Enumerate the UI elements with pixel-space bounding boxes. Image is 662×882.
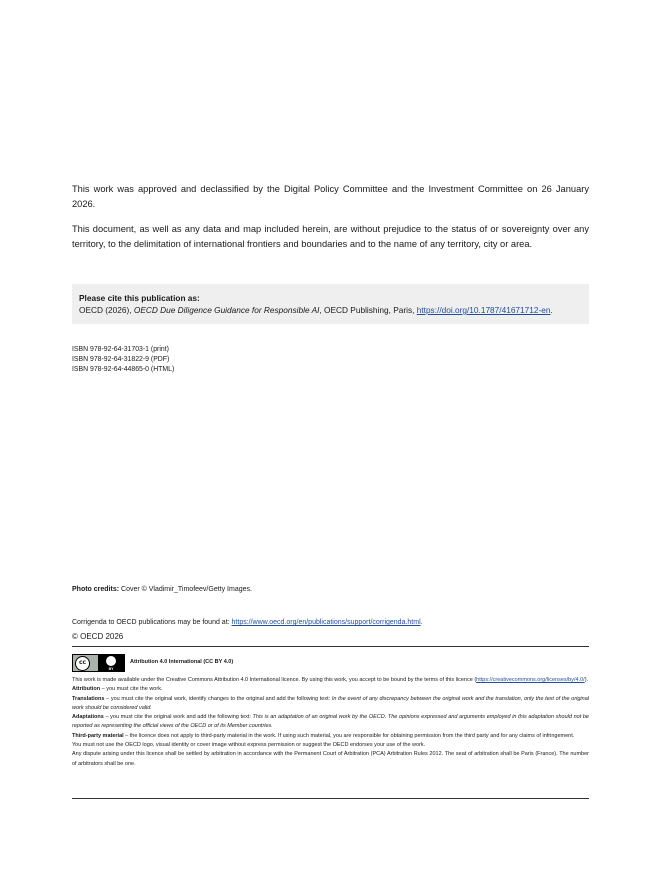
corrigenda-link[interactable]: https://www.oecd.org/en/publications/support/corrigenda.html (231, 619, 421, 626)
licence-title: Attribution 4.0 International (CC BY 4.0) (130, 659, 234, 666)
citation-doi-link[interactable]: https://doi.org/10.1787/41671712-en (416, 305, 551, 315)
corrigenda-note (72, 618, 423, 628)
isbn-html: ISBN 978-92-64-44865-0 (HTML) (72, 366, 175, 373)
isbn-pdf: ISBN 978-92-64-31822-9 (PDF) (72, 356, 170, 363)
person-icon (106, 656, 116, 666)
citation-publisher: , OECD Publishing, Paris, (319, 305, 417, 315)
licence-intro (72, 676, 589, 685)
isbn-print: ISBN 978-92-64-31703-1 (print) (72, 346, 169, 353)
attribution-text: – you must cite the work. (100, 686, 163, 693)
photo-credits (72, 585, 252, 595)
licence-bottom-rule (72, 798, 589, 799)
corrigenda-text: Corrigenda to OECD publications may be found at: (72, 619, 232, 626)
citation-box (72, 284, 589, 324)
licence-url-link[interactable]: https://creativecommons.org/licenses/by/4.0/ (476, 677, 585, 683)
citation-suffix: . (550, 305, 553, 315)
adaptations-italic: This is an adaptation of an original work by the OECD. The opinions expressed and arguments employed in this adaptation should not be reported as representing the official views of the OECD or of its Member countries. (72, 714, 589, 730)
licence-adaptations (72, 713, 589, 732)
adaptations-label: Adaptations (72, 714, 104, 721)
translations-text: – you must cite the original work, identify changes to the original and add the following text: (104, 695, 332, 702)
licence-intro-text: This work is made available under the Creative Commons Attribution 4.0 International licence. By using this work, you accept to be bound by the terms of this licence ( (72, 677, 477, 683)
cc-by-badge-icon (72, 654, 125, 672)
licence-logo-note: You must not use the OECD logo, visual identity or cover image without express permission or suggest the OECD endorses your use of the work. (72, 742, 426, 749)
adaptations-text: – you must cite the original work and add the following text: (103, 714, 253, 721)
licence-dispute-note: Any dispute arising under this licence shall be settled by arbitration in accordance with the Permanent Court of Arbitration (PCA) Arbitration Rules 2012. The seat of arbitration shall be Paris (France). The number of arbitrators shall be one. (72, 751, 589, 767)
citation-prefix: OECD (2026), (79, 305, 134, 315)
licence-intro-end: ). (584, 677, 589, 683)
citation-title: Please cite this publication as: (79, 293, 200, 303)
approval-statement: This work was approved and declassified by the Digital Policy Committee and the Investment Committee on 26 January 2026. (72, 184, 589, 209)
third-party-text: – the licence does not apply to third-party material in the work. If using such material, you are responsible for obtaining permission from the third party and for any claims of infringement. (123, 732, 575, 739)
corrigenda-suffix: . (420, 619, 423, 626)
copyright: © OECD 2026 (72, 632, 124, 641)
by-icon (98, 655, 124, 671)
translations-label: Translations (72, 695, 105, 702)
photo-credits-text: Cover © Vladimir_Timofeev/Getty Images. (119, 586, 252, 593)
licence-section (72, 653, 589, 769)
third-party-label: Third-party material (72, 732, 124, 739)
document-page (72, 0, 589, 882)
attribution-label: Attribution (72, 686, 101, 693)
citation-text (79, 305, 553, 315)
isbn-list (72, 345, 174, 375)
disclaimer-statement: This document, as well as any data and map included herein, are without prejudice to the status of or sovereignty over any territory, to the delimitation of international frontiers and boundaries and to the name of any territory, city or area. (72, 224, 589, 249)
licence-header (72, 653, 589, 673)
licence-translations (72, 695, 589, 714)
licence-top-rule (72, 646, 589, 647)
licence-attribution (72, 685, 589, 694)
photo-credits-label: Photo credits: (72, 586, 120, 593)
citation-work-title: OECD Due Diligence Guidance for Responsible AI (133, 305, 320, 315)
by-label: BY (108, 667, 114, 671)
licence-third-party (72, 732, 589, 741)
cc-icon: cc (75, 656, 90, 671)
translations-italic: In the event of any discrepancy between the original work and the translation, only the text of the original work should be considered valid. (72, 695, 589, 711)
